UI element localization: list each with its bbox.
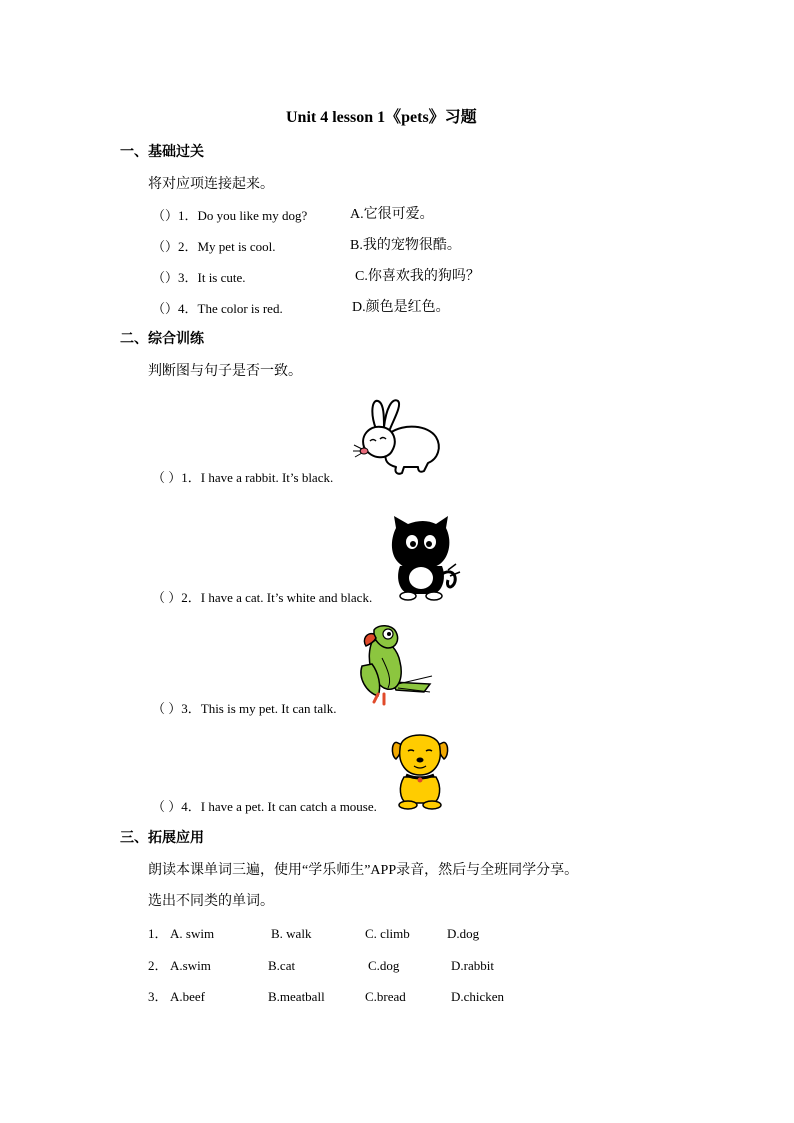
judge-item-4: （ ）4．I have a pet. It can catch a mouse. bbox=[152, 799, 377, 814]
section-1-heading: 一、基础过关 bbox=[120, 145, 204, 160]
choice-row-3-b: B.meatball bbox=[268, 989, 325, 1004]
choice-row-2-c: C.dog bbox=[368, 958, 400, 973]
choice-row-3-c: C.bread bbox=[365, 989, 406, 1004]
cat-icon bbox=[386, 514, 468, 600]
match-right-4: D.颜色是红色。 bbox=[352, 300, 450, 315]
match-left-3: （）3．It is cute. bbox=[152, 270, 246, 285]
judge-item-1: （ ）1．I have a rabbit. It’s black. bbox=[152, 470, 334, 485]
judge-item-2: （ ）2．I have a cat. It’s white and black. bbox=[152, 590, 373, 605]
section-2-heading: 二、综合训练 bbox=[120, 332, 204, 347]
choice-row-2-a: A.swim bbox=[170, 958, 211, 973]
rabbit-icon bbox=[348, 395, 443, 477]
choice-row-2-b: B.cat bbox=[268, 958, 296, 973]
choice-row-2-num: 2． bbox=[148, 958, 168, 973]
choice-row-2-d: D.rabbit bbox=[451, 958, 494, 973]
section-1-instruction: 将对应项连接起来。 bbox=[148, 177, 274, 192]
match-left-4: （）4．The color is red. bbox=[152, 301, 283, 316]
choice-row-1-num: 1． bbox=[148, 926, 168, 941]
choice-row-1-c: C. climb bbox=[365, 926, 410, 941]
judge-item-3: （ ）3．This is my pet. It can talk. bbox=[152, 701, 337, 716]
match-right-3: C.你喜欢我的狗吗？ bbox=[355, 269, 480, 284]
match-left-1: （）1．Do you like my dog? bbox=[152, 208, 308, 223]
choice-row-1-b: B. walk bbox=[271, 926, 312, 941]
choice-row-1-d: D.dog bbox=[447, 926, 480, 941]
match-left-2: （）2．My pet is cool. bbox=[152, 239, 276, 254]
parrot-icon bbox=[352, 622, 434, 708]
section-2-instruction: 判断图与句子是否一致。 bbox=[148, 364, 302, 379]
choice-row-3-num: 3． bbox=[148, 989, 168, 1004]
choice-row-3-d: D.chicken bbox=[451, 989, 505, 1004]
page-title: Unit 4 lesson 1《pets》习题 bbox=[286, 109, 477, 126]
section-3-heading: 三、拓展应用 bbox=[120, 831, 204, 846]
dog-icon bbox=[390, 733, 450, 809]
section-3-line2: 选出不同类的单词。 bbox=[148, 894, 274, 909]
match-right-1: A.它很可爱。 bbox=[350, 207, 434, 222]
match-right-2: B.我的宠物很酷。 bbox=[350, 238, 461, 253]
section-3-line1: 朗读本课单词三遍，使用“学乐师生”APP录音，然后与全班同学分享。 bbox=[148, 863, 579, 878]
choice-row-1-a: A. swim bbox=[170, 926, 215, 941]
choice-row-3-a: A.beef bbox=[170, 989, 206, 1004]
